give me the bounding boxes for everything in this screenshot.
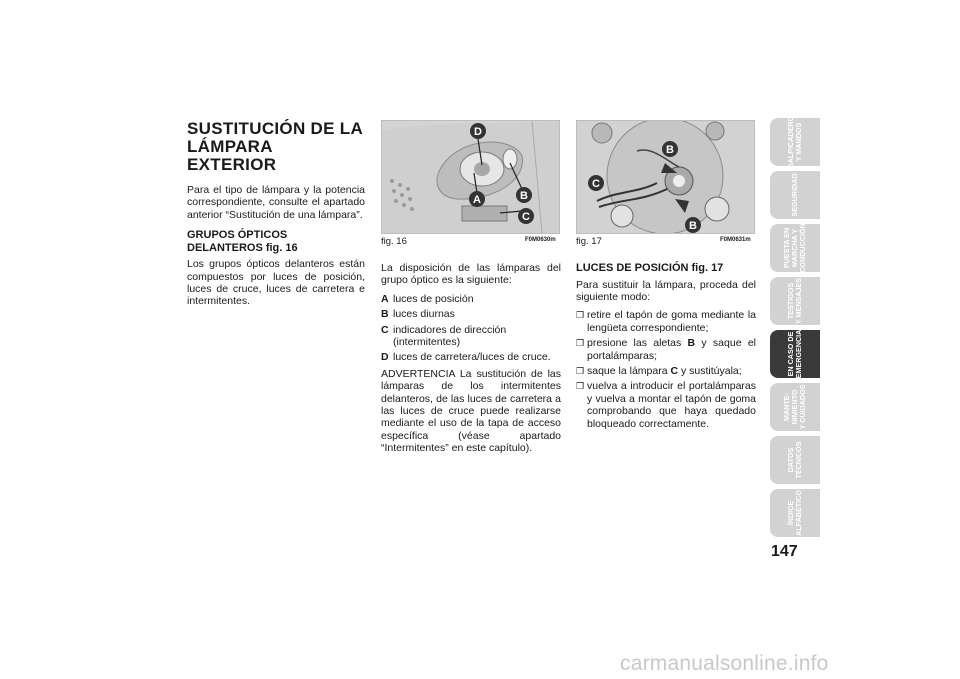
title-line-1: SUSTITUCIÓN DE LA	[187, 119, 364, 138]
column-left	[187, 120, 365, 314]
step-text-part: vuelva a introducir el portalámparas y vuelva a montar el tapón de goma comprobando que haya quedado bloqueado correctamente.	[587, 380, 756, 430]
procedure-step	[576, 365, 756, 377]
column-right	[576, 262, 756, 433]
lamp-key: B	[381, 308, 389, 321]
checkbox-bullet-icon: ❒	[576, 338, 585, 349]
checkbox-bullet-icon: ❒	[576, 365, 585, 376]
chapter-tab[interactable]	[770, 224, 820, 272]
checkbox-bullet-icon: ❒	[576, 381, 585, 392]
chapter-tabs	[770, 115, 820, 542]
callout-d: D	[474, 126, 482, 138]
callout-b-bottom: B	[689, 220, 697, 232]
step-text-part: saque la lámpara	[587, 364, 671, 377]
headlamp-illustration	[382, 121, 559, 233]
step-text	[587, 365, 742, 377]
step-text-part: presione las aletas	[587, 337, 688, 350]
lamp-item	[381, 308, 561, 320]
chapter-tab-label: PUESTA EN MARCHA Y CONDUCCIÓN	[782, 223, 807, 273]
lamp-description: luces de carretera/luces de cruce.	[393, 351, 551, 364]
lamp-item	[381, 293, 561, 305]
title-line-2: LÁMPARA EXTERIOR	[187, 137, 277, 174]
chapter-tab[interactable]	[770, 277, 820, 325]
lamp-key: A	[381, 292, 389, 305]
chapter-tab[interactable]	[770, 171, 820, 219]
step-bold-label: B	[687, 337, 696, 350]
figure-16-code: F0M0630m	[525, 237, 556, 243]
callout-a: A	[473, 194, 481, 206]
figure-16-caption: fig. 16	[381, 236, 407, 247]
section-heading-line-2: DELANTEROS fig. 16	[187, 241, 298, 254]
chapter-tab[interactable]	[770, 330, 820, 378]
chapter-tab-label: MANTE- NIMIENTO Y CUIDADOS	[782, 384, 807, 430]
step-text-part: y sustitúyala;	[678, 364, 742, 377]
lamp-description: indicadores de dirección (intermitentes)	[393, 323, 507, 349]
step-text	[587, 380, 756, 430]
lamp-item	[381, 351, 561, 363]
procedure-step	[576, 337, 756, 362]
chapter-tab[interactable]	[770, 115, 820, 169]
procedure-intro: Para sustituir la lámpara, proceda del siguiente modo:	[576, 278, 756, 303]
section-heading-luces-posicion: LUCES DE POSICIÓN fig. 17	[576, 262, 724, 274]
figure-17-caption: fig. 17	[576, 236, 602, 247]
warning-paragraph: ADVERTENCIA La sustitución de las lámparas de los intermitentes delanteros, de las luces de carretera a las luces de cruce puede realizarse mediante el uso de la tapa de acceso específica (véase apartado “Intermitentes” en este capítulo).	[381, 367, 561, 455]
grupos-opticos-paragraph: Los grupos ópticos delanteros están compuestos por luces de posición, luces de cruce, luces de carretera e intermitentes.	[187, 258, 365, 308]
chapter-tab-label: DATOS TÉCNICOS	[786, 441, 803, 479]
page-number: 147	[771, 543, 798, 560]
figure-16-headlamp	[381, 120, 560, 234]
lamp-layout-intro: La disposición de las lámparas del grupo óptico es la siguiente:	[381, 262, 561, 287]
step-text	[587, 309, 756, 334]
figure-17-code: F0M0631m	[720, 237, 751, 243]
column-middle	[381, 262, 561, 461]
lamp-key: D	[381, 351, 389, 364]
lamp-item	[381, 324, 561, 349]
step-text-part: retire el tapón de goma mediante la lengüeta correspondiente;	[587, 309, 756, 334]
chapter-tab-label: SEGURIDAD	[790, 173, 799, 217]
figure-17-bulb-holder	[576, 120, 755, 234]
chapter-tab-label: TESTIGOS Y MENSAJES	[786, 277, 803, 325]
chapter-tab-label: SALPICADERO Y MANDOS	[786, 115, 803, 169]
watermark: carmanualsonline.info	[620, 652, 829, 675]
callout-b: B	[520, 190, 528, 202]
chapter-tab-label: EN CASO DE EMERGENCIA	[786, 329, 803, 379]
page-title	[187, 120, 365, 174]
step-bold-label: C	[670, 364, 679, 377]
lamp-description: luces de posición	[393, 292, 474, 305]
chapter-tab-label: ÍNDICE ALFABÉTICO	[786, 490, 803, 536]
procedure-step	[576, 309, 756, 334]
chapter-tab[interactable]	[770, 436, 820, 484]
section-heading-grupos-opticos	[187, 229, 365, 254]
callout-c: C	[522, 211, 530, 223]
chapter-tab[interactable]	[770, 489, 820, 537]
checkbox-bullet-icon: ❒	[576, 310, 585, 321]
bulb-holder-illustration	[577, 121, 754, 233]
procedure-steps	[576, 309, 756, 430]
callout-b-top: B	[666, 144, 674, 156]
lamp-list	[381, 293, 561, 364]
section-heading-line-1: GRUPOS ÓPTICOS	[187, 229, 288, 242]
step-text-part: y saque el portalámparas;	[587, 337, 756, 362]
step-text	[587, 337, 756, 362]
procedure-step	[576, 380, 756, 430]
lamp-key: C	[381, 323, 389, 336]
callout-c: C	[592, 178, 600, 190]
lamp-description: luces diurnas	[393, 308, 455, 321]
intro-paragraph: Para el tipo de lámpara y la potencia correspondiente, consulte el apartado anterior “Sustitución de una lámpara”.	[187, 184, 365, 221]
chapter-tab[interactable]	[770, 383, 820, 431]
